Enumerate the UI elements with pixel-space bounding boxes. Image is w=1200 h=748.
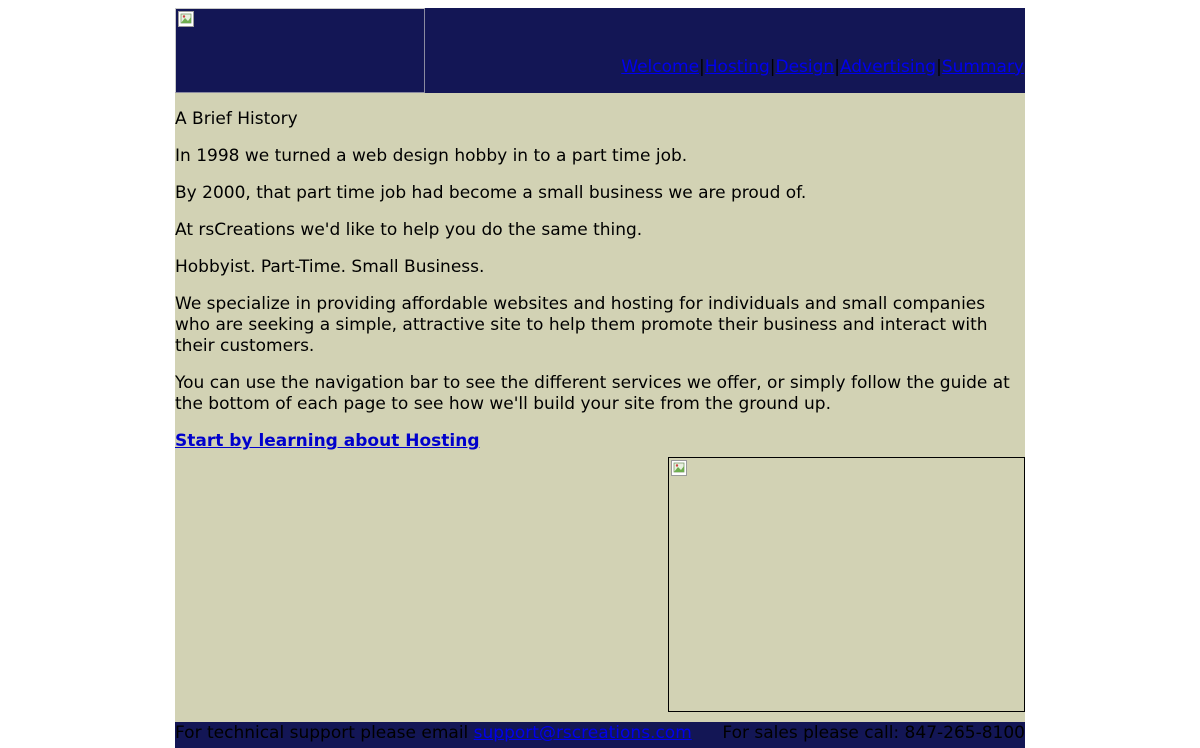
paragraph: You can use the navigation bar to see the different services we offer, or simply follow the guide at the bottom of each page to see how we'll build your site from the ground up. <box>175 373 1010 414</box>
nav-bar <box>621 56 1024 78</box>
nav-link-design[interactable]: Design <box>775 57 835 77</box>
broken-image-icon <box>178 11 194 27</box>
nav-separator: | <box>769 57 776 77</box>
tagline: Hobbyist. Part-Time. Small Business. <box>175 257 485 277</box>
nav-link-advertising[interactable]: Advertising <box>839 57 937 77</box>
footer <box>175 722 1025 748</box>
article <box>175 109 1025 468</box>
support-text: For technical support please email <box>175 723 474 743</box>
section-heading: A Brief History <box>175 109 298 129</box>
broken-image-icon <box>671 460 687 476</box>
nav-link-hosting[interactable]: Hosting <box>704 57 770 77</box>
support-email-link[interactable]: support@rscreations.com <box>473 723 692 743</box>
logo-image <box>175 8 425 93</box>
paragraph: At rsCreations we'd like to help you do the same thing. <box>175 220 643 240</box>
promo-image <box>668 457 1025 712</box>
paragraph: In 1998 we turned a web design hobby in to a part time job. <box>175 146 688 166</box>
page <box>175 8 1025 743</box>
paragraph: By 2000, that part time job had become a small business we are proud of. <box>175 183 807 203</box>
nav-link-summary[interactable]: Summary <box>941 57 1024 77</box>
nav-link-welcome[interactable]: Welcome <box>621 57 700 77</box>
support-info <box>175 722 692 744</box>
nav-separator: | <box>936 57 942 77</box>
start-hosting-link[interactable]: Start by learning about Hosting <box>175 431 480 451</box>
nav-separator: | <box>834 57 840 77</box>
sales-phone: For sales please call: 847-265-8100 <box>722 723 1025 743</box>
header <box>175 8 1025 93</box>
paragraph: We specialize in providing affordable websites and hosting for individuals and small companies who are seeking a simple, attractive site to help them promote their business and interact with their customers. <box>175 294 988 356</box>
nav-separator: | <box>699 57 705 77</box>
main-content <box>175 93 1025 722</box>
